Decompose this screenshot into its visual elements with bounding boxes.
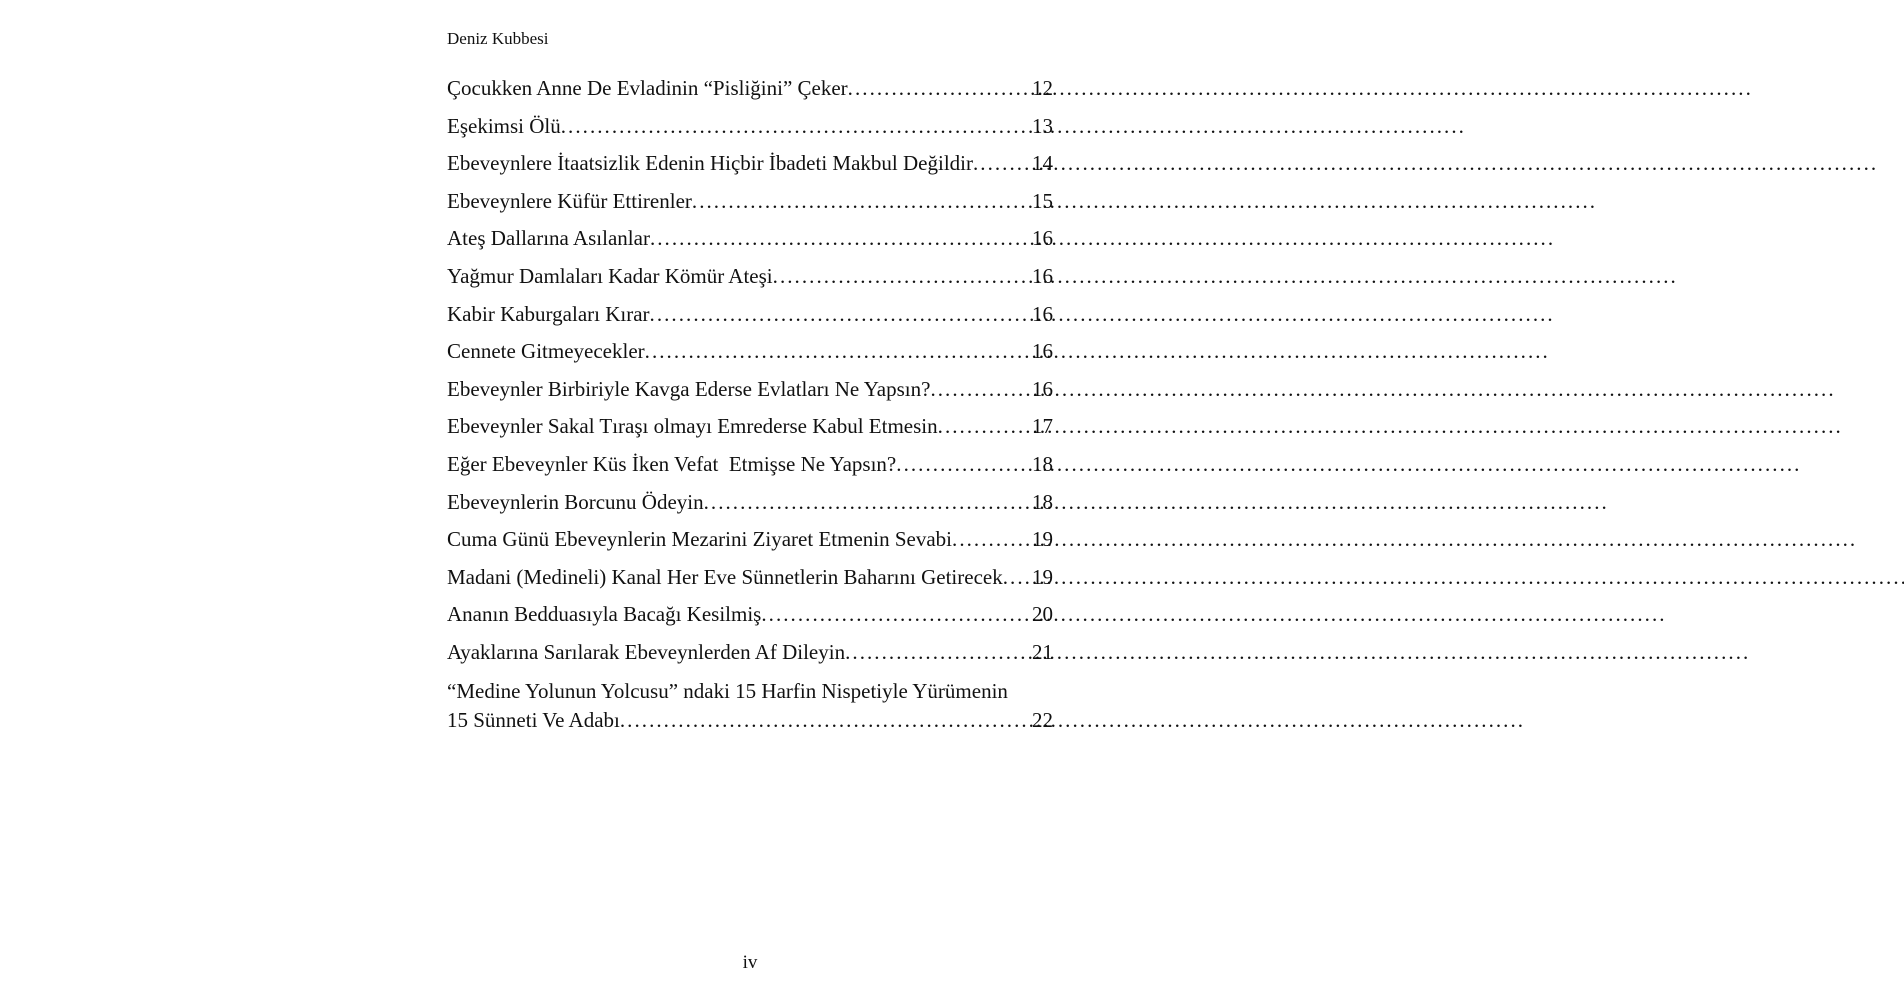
toc-entry-title: Ebeveynlerin Borcunu Ödeyin xyxy=(447,489,704,514)
toc-entry-page: 16 xyxy=(1032,226,1053,251)
toc-entry-page: 21 xyxy=(1032,639,1053,664)
toc-entry-title: Ebeveynlere İtaatsizlik Edenin Hiçbir İbadeti Makbul Değildir xyxy=(447,151,973,176)
toc-entry[interactable] xyxy=(447,73,1053,111)
toc-entry-page: 15 xyxy=(1032,188,1053,213)
toc-entry-title: Ateş Dallarına Asılanlar xyxy=(447,226,650,251)
toc-entry-page: 20 xyxy=(1032,602,1053,627)
toc-entry-page: 13 xyxy=(1032,113,1053,138)
toc-entry-title: Cuma Günü Ebeveynlerin Mezarini Ziyaret Etmenin Sevabi xyxy=(447,527,953,552)
toc-entry-title: Kabir Kaburgaları Kırar xyxy=(447,301,650,326)
toc-entry[interactable] xyxy=(447,487,1053,525)
dot-leader xyxy=(952,524,1032,554)
dot-leader xyxy=(650,299,1032,329)
toc-entry-page: 19 xyxy=(1032,564,1053,589)
dot-leader xyxy=(650,223,1032,253)
toc-entry-title: Eşekimsi Ölü xyxy=(447,113,561,138)
page-number: iv xyxy=(742,952,758,973)
toc-entry-title-line2: 15 Sünneti Ve Adabı xyxy=(447,707,620,732)
toc-entry-second-line xyxy=(447,706,1053,735)
toc-entry-title: Ebeveynlere Küfür Ettirenler xyxy=(447,188,692,213)
toc-entry-title: Ananın Bedduasıyla Bacağı Kesilmiş xyxy=(447,602,762,627)
toc-entry-title: Yağmur Damlaları Kadar Kömür Ateşi xyxy=(447,263,773,288)
toc-entry-page: 14 xyxy=(1032,151,1053,176)
toc-entry[interactable] xyxy=(447,637,1053,675)
toc-entry-page: 16 xyxy=(1032,339,1053,364)
toc-entry-title: Ayaklarına Sarılarak Ebeveynlerden Af Dileyin xyxy=(447,639,846,664)
dot-leader xyxy=(773,261,1032,291)
toc-entry[interactable] xyxy=(447,599,1053,637)
dot-leader xyxy=(845,637,1032,667)
dot-leader xyxy=(896,449,1032,479)
toc-entry-title: Madani (Medineli) Kanal Her Eve Sünnetlerin Baharını Getirecek xyxy=(447,564,1003,589)
toc-entry[interactable] xyxy=(447,148,1053,186)
toc-entry-page: 16 xyxy=(1032,301,1053,326)
dot-leader xyxy=(645,336,1032,366)
table-of-contents xyxy=(447,73,1053,735)
dot-leader xyxy=(704,487,1032,517)
toc-entry-page: 18 xyxy=(1032,451,1053,476)
toc-entry-title: Çocukken Anne De Evladinin “Pisliğini” Çeker xyxy=(447,76,848,100)
dot-leader xyxy=(1003,562,1032,592)
toc-entry-page: 18 xyxy=(1032,489,1053,514)
toc-entry-title-line1: “Medine Yolunun Yolcusu” ndaki 15 Harfin Nispetiyle Yürümenin xyxy=(447,678,1008,703)
toc-entry[interactable] xyxy=(447,299,1053,337)
dot-leader xyxy=(761,599,1032,629)
toc-entry-title: Ebeveynler Sakal Tıraşı olmayı Emrederse Kabul Etmesin xyxy=(447,414,938,439)
toc-entry[interactable] xyxy=(447,336,1053,374)
toc-entry-page: 16 xyxy=(1032,376,1053,401)
toc-entry-page: 17 xyxy=(1032,414,1053,439)
toc-entry-title: Eğer Ebeveynler Küs İken Vefat Etmişse Ne Yapsın? xyxy=(447,451,897,476)
dot-leader xyxy=(938,411,1032,441)
dot-leader xyxy=(973,148,1032,178)
dot-leader xyxy=(561,111,1032,141)
toc-entry-page: 16 xyxy=(1032,263,1053,288)
toc-entry-title: Cennete Gitmeyecekler xyxy=(447,339,645,364)
toc-entry[interactable] xyxy=(447,411,1053,449)
running-header: Deniz Kubbesi xyxy=(447,29,549,48)
dot-leader xyxy=(692,186,1032,216)
toc-entry[interactable] xyxy=(447,186,1053,224)
toc-entry-page: 19 xyxy=(1032,527,1053,552)
toc-entry-page: 12 xyxy=(1032,76,1053,100)
dot-leader xyxy=(620,706,1032,735)
toc-entry[interactable] xyxy=(447,449,1053,487)
toc-entry-title: Ebeveynler Birbiriyle Kavga Ederse Evlatları Ne Yapsın? xyxy=(447,376,931,401)
dot-leader xyxy=(930,374,1032,404)
toc-entry[interactable] xyxy=(447,374,1053,412)
toc-entry[interactable] xyxy=(447,223,1053,261)
dot-leader xyxy=(848,73,1032,103)
toc-entry-page: 22 xyxy=(1032,707,1053,732)
toc-entry[interactable] xyxy=(447,524,1053,562)
toc-entry[interactable] xyxy=(447,111,1053,149)
toc-entry-multiline[interactable] xyxy=(447,675,1053,735)
toc-entry[interactable] xyxy=(447,261,1053,299)
toc-entry[interactable] xyxy=(447,562,1053,600)
